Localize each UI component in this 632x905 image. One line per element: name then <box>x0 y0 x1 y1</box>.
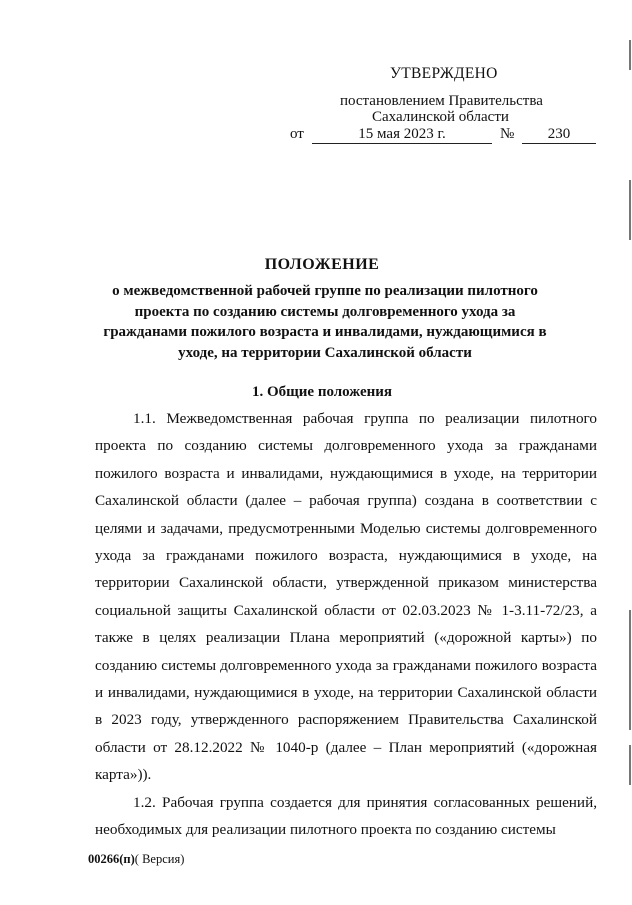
footer-document-code <box>88 852 184 867</box>
paragraph-1-2: 1.2. Рабочая группа создается для принятия согласованных решений, необходимых для реализации пилотного проекта по созданию системы <box>95 793 597 839</box>
approval-decree-line-1: постановлением Правительства <box>340 93 543 109</box>
date-prefix-label: от <box>290 126 304 142</box>
section-heading: 1. Общие положения <box>251 384 393 400</box>
footer-code: 00266(п) <box>88 852 135 866</box>
footer-version: ( Версия) <box>134 852 185 866</box>
paragraph-1-1: 1.1. Межведомственная рабочая группа по реализации пилотного проекта по созданию системы долговременного ухода за гражданами пожилого возраста и инвалидами, нуждающимися в уходе, на территории Сахалинской области (далее – рабочая группа) создана в соответствии с целями и задачами, предусмотренными Моделью системы долговременного ухода за гражданами пожилого возраста, нуждающимися в уходе, на территории Сахалинской области, утвержденной приказом министерства социальной защиты Сахалинской области от 02.03.2023 № 1-3.11-72/23, а также в целях реализации Плана мероприятий («дорожной карты») по созданию системы долговременного ухода за гражданами пожилого возраста и инвалидами, нуждающимися в уходе, на территории Сахалинской области в 2023 году, утвержденного распоряжением Правительства Сахалинской области от 28.12.2022 № 1040-р (далее – План мероприятий («дорожная карта»)). <box>95 410 597 784</box>
decree-number: 230 <box>522 125 596 144</box>
document-subtitle: о межведомственной рабочей группе по реализации пилотного проекта по созданию системы долговременного ухода за гражданами пожилого возраста и инвалидами, нуждающимися в уходе, на территории Сахалинской области <box>103 283 547 361</box>
number-sign: № <box>500 126 515 142</box>
approval-date-row <box>290 125 600 145</box>
document-body <box>95 405 597 844</box>
approval-title: УТВЕРЖДЕНО <box>390 65 498 82</box>
scan-edge-marks <box>626 0 632 905</box>
decree-date: 15 мая 2023 г. <box>312 125 492 144</box>
approval-decree-line-2: Сахалинской области <box>372 109 509 125</box>
document-title: ПОЛОЖЕНИЕ <box>264 256 380 273</box>
